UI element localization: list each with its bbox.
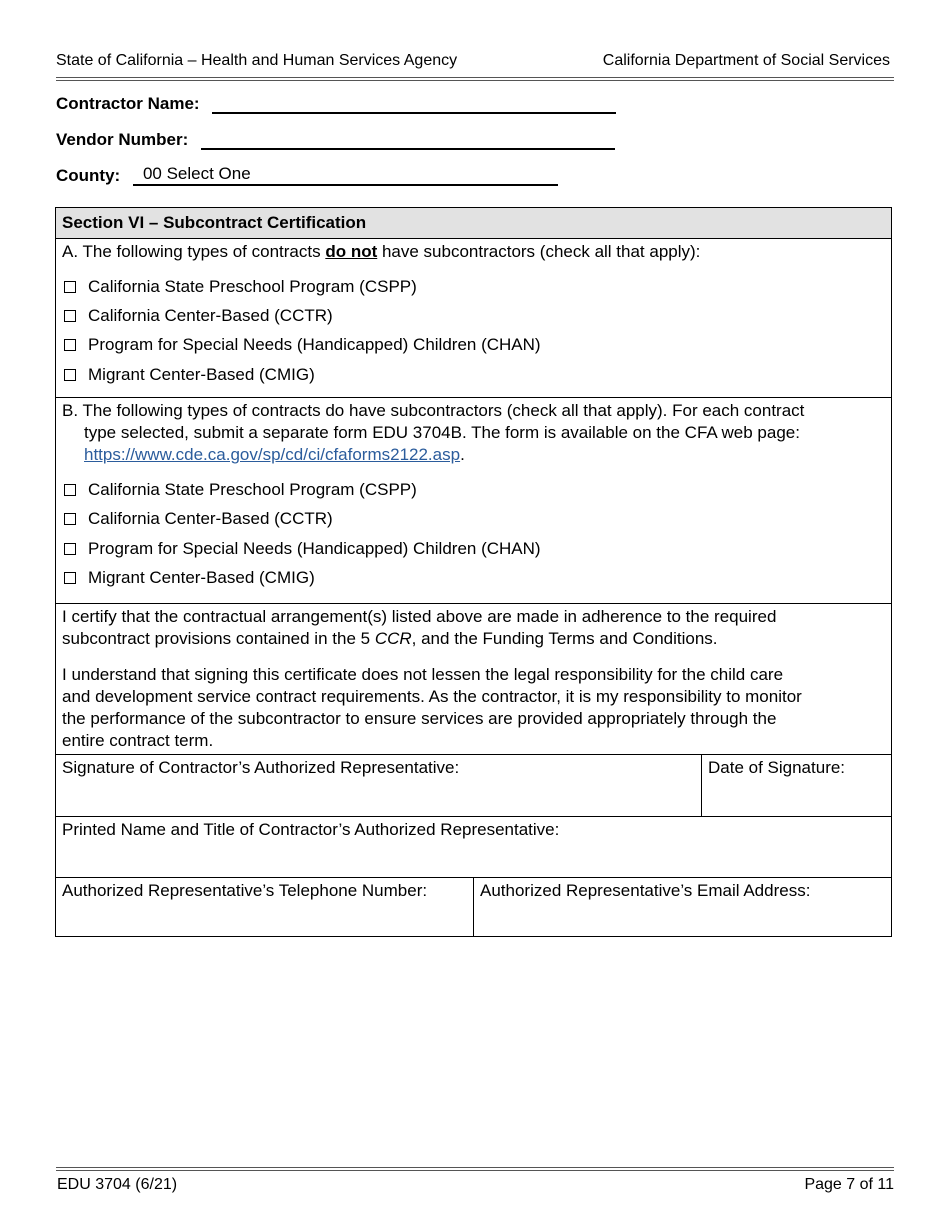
email-field[interactable] <box>474 878 891 936</box>
checkbox-a-cspp[interactable] <box>64 281 76 293</box>
county-label: County: <box>56 166 125 185</box>
option-label: Program for Special Needs (Handicapped) Children (CHAN) <box>88 335 541 354</box>
checkbox-a-cmig[interactable] <box>64 369 76 381</box>
signature-label: Signature of Contractor’s Authorized Representative: <box>62 758 460 777</box>
option-label: California State Preschool Program (CSPP) <box>88 277 417 296</box>
cfa-forms-link[interactable]: https://www.cde.ca.gov/sp/cd/ci/cfaforms2122.asp <box>84 445 461 464</box>
contractor-name-row <box>56 92 616 114</box>
contractor-name-label: Contractor Name: <box>56 94 205 113</box>
signature-field[interactable] <box>56 755 701 815</box>
part-a-option-cctr <box>64 306 333 326</box>
footer-divider <box>56 1167 894 1168</box>
part-b-option-cctr <box>64 509 333 529</box>
certify-statement: I certify that the contractual arrangement(s) listed above are made in adherence to the required subcontract provisions contained in the 5 CCR, and the Funding Terms and Conditions. <box>62 607 777 648</box>
department-header: California Department of Social Services <box>602 52 890 69</box>
checkbox-b-chan[interactable] <box>64 543 76 555</box>
option-label: Migrant Center-Based (CMIG) <box>88 568 315 587</box>
part-a-option-cmig <box>64 365 315 385</box>
part-a-option-cspp <box>64 277 417 297</box>
date-label: Date of Signature: <box>708 758 846 777</box>
vendor-number-row <box>56 128 615 150</box>
option-label: California Center-Based (CCTR) <box>88 509 333 528</box>
part-b-option-cspp <box>64 480 417 500</box>
contractor-name-field[interactable] <box>212 92 616 114</box>
divider <box>56 603 891 604</box>
checkbox-a-chan[interactable] <box>64 339 76 351</box>
part-a-option-chan <box>64 335 541 355</box>
vendor-number-field[interactable] <box>201 128 615 150</box>
county-select[interactable]: 00 Select One <box>133 164 558 186</box>
checkbox-a-cctr[interactable] <box>64 310 76 322</box>
do-not-emphasis: do not <box>325 242 378 261</box>
checkbox-b-cctr[interactable] <box>64 513 76 525</box>
form-number: EDU 3704 (6/21) <box>57 1176 178 1193</box>
printed-name-label: Printed Name and Title of Contractor’s Authorized Representative: <box>62 820 560 839</box>
divider <box>56 397 891 398</box>
part-b-option-cmig <box>64 568 315 588</box>
option-label: California Center-Based (CCTR) <box>88 306 333 325</box>
understand-statement: I understand that signing this certificate does not lessen the legal responsibility for the child care and development service contract requirements. As the contractor, it is my responsibility to monitor the performance of the subcontractor to ensure services are provided appropriately through the entire contract term. <box>62 665 802 750</box>
page-number: Page 7 of 11 <box>804 1176 894 1193</box>
header-divider <box>56 77 894 78</box>
part-b-option-chan <box>64 539 541 559</box>
part-b-intro: B. The following types of contracts do have subcontractors (check all that apply). For each contract type selected, submit a separate form EDU 3704B. The form is available on the CFA web page: https://www.cde.ca.gov/sp/cd/ci/cfaforms2122.asp. <box>62 401 805 464</box>
option-label: California State Preschool Program (CSPP) <box>88 480 417 499</box>
printed-name-field[interactable] <box>56 817 891 877</box>
checkbox-b-cmig[interactable] <box>64 572 76 584</box>
subcontract-certification-form <box>55 207 892 937</box>
phone-label: Authorized Representative’s Telephone Number: <box>62 881 428 900</box>
vendor-number-label: Vendor Number: <box>56 130 193 149</box>
option-label: Program for Special Needs (Handicapped) Children (CHAN) <box>88 539 541 558</box>
option-label: Migrant Center-Based (CMIG) <box>88 365 315 384</box>
phone-field[interactable] <box>56 878 473 936</box>
section-title: Section VI – Subcontract Certification <box>56 208 891 239</box>
county-row <box>56 164 558 186</box>
checkbox-b-cspp[interactable] <box>64 484 76 496</box>
date-field[interactable] <box>702 755 892 815</box>
footer-divider-double <box>56 1170 894 1171</box>
email-label: Authorized Representative’s Email Address: <box>480 881 811 900</box>
header-divider-double <box>56 80 894 81</box>
agency-header: State of California – Health and Human Services Agency <box>56 52 458 69</box>
part-a-intro: A. The following types of contracts do not have subcontractors (check all that apply): <box>62 242 701 261</box>
